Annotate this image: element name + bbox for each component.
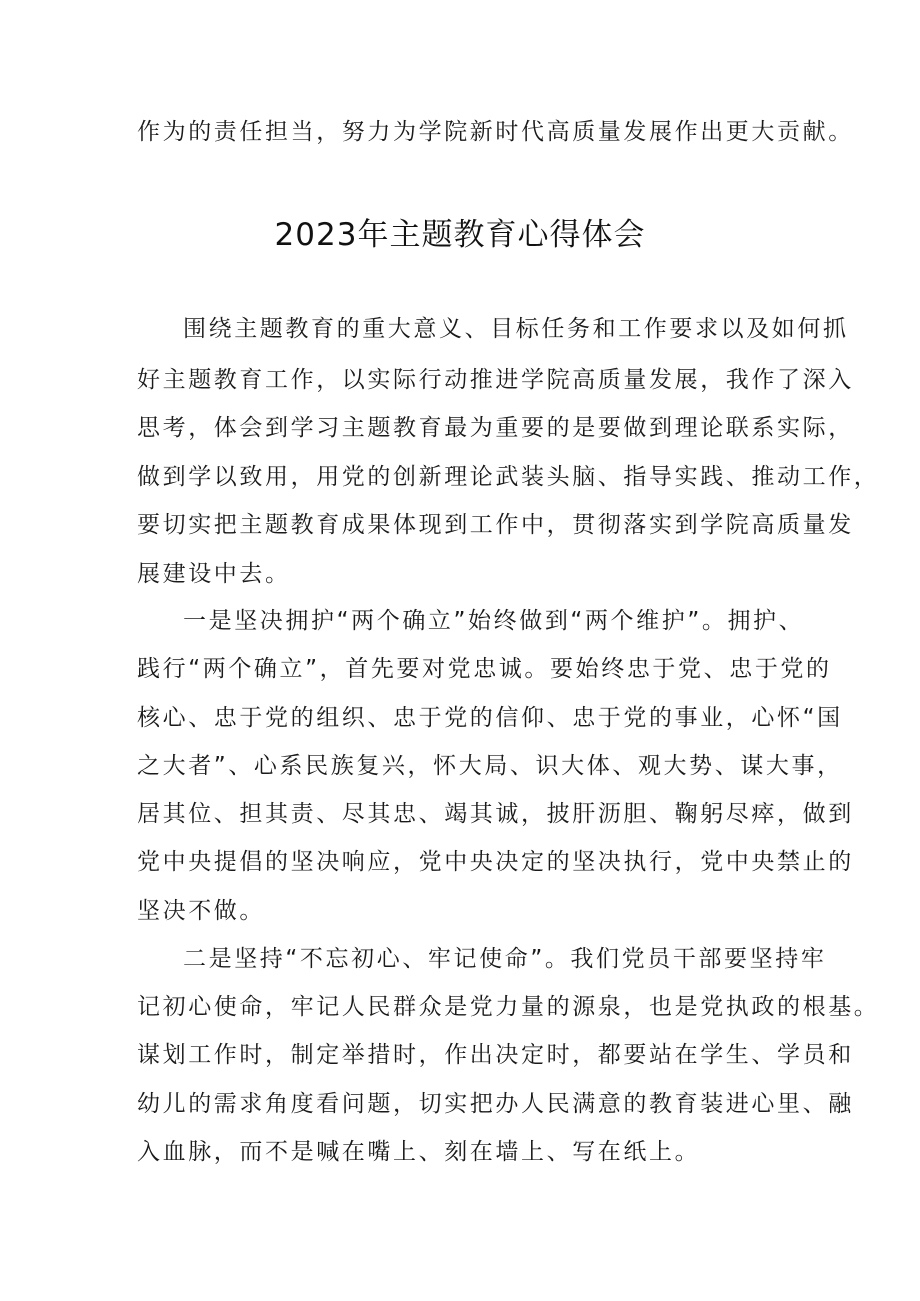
paragraph-line: 入血脉，而不是喊在嘴上、刻在墙上、写在纸上。 <box>137 1139 701 1165</box>
paragraph-line: 好主题教育工作，以实际行动推进学院高质量发展，我作了深入 <box>137 367 854 393</box>
paragraph-line: 展建设中去。 <box>137 561 291 587</box>
paragraph-line: 要切实把主题教育成果体现到工作中，贯彻落实到学院高质量发 <box>137 512 854 538</box>
paragraph-line: 思考，体会到学习主题教育最为重要的是要做到理论联系实际， <box>137 415 854 441</box>
page-title: 2023年主题教育心得体会 <box>274 217 646 253</box>
paragraph-line: 之大者”、心系民族复兴，怀大局、识大体、观大势、谋大事， <box>137 753 843 779</box>
paragraph-line: 记初心使命，牢记人民群众是党力量的源泉，也是党执政的根基。 <box>137 994 880 1020</box>
paragraph-line: 幼儿的需求角度看问题，切实把办人民满意的教育装进心里、融 <box>137 1091 854 1117</box>
paragraph-line: 居其位、担其责、尽其忠、竭其诚，披肝沥胆、鞠躬尽瘁，做到 <box>137 801 854 827</box>
paragraph-line: 谋划工作时，制定举措时，作出决定时，都要站在学生、学员和 <box>137 1042 854 1068</box>
paragraph-line: 二是坚持“不忘初心、牢记使命”。我们党员干部要坚持牢 <box>183 946 827 972</box>
paragraph-line: 核心、忠于党的组织、忠于党的信仰、忠于党的事业，心怀“国 <box>137 705 843 731</box>
continuation-line: 作为的责任担当，努力为学院新时代高质量发展作出更大贡献。 <box>137 119 854 145</box>
paragraph-line: 坚决不做。 <box>137 898 265 924</box>
paragraph-line: 做到学以致用，用党的创新理论武装头脑、指导实践、推动工作， <box>137 464 880 490</box>
paragraph-line: 一是坚决拥护“两个确立”始终做到“两个维护”。拥护、 <box>183 608 805 634</box>
paragraph-line: 围绕主题教育的重大意义、目标任务和工作要求以及如何抓 <box>183 316 849 342</box>
paragraph-line: 践行“两个确立”，首先要对党忠诚。要始终忠于党、忠于党的 <box>137 656 832 682</box>
paragraph-line: 党中央提倡的坚决响应，党中央决定的坚决执行，党中央禁止的 <box>137 849 854 875</box>
